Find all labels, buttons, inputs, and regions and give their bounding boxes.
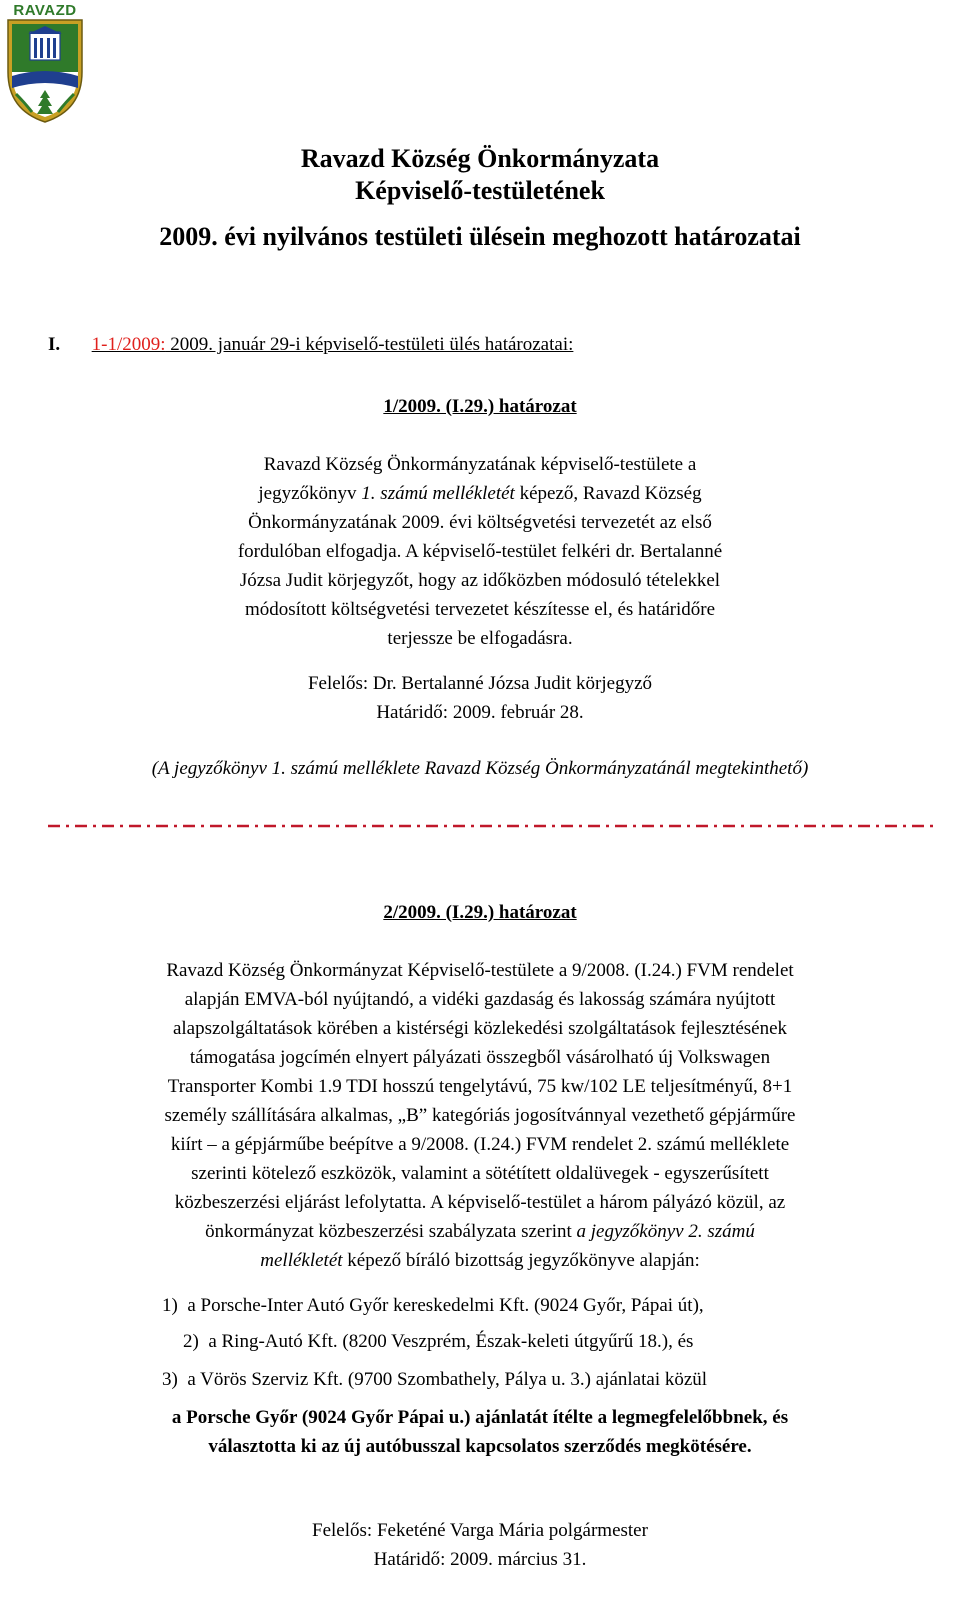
resolution-1-line-4: fordulóban elfogadja. A képviselő-testület felkéri dr. Bertalanné [237,541,723,562]
bidder-item-2-text: a Ring-Autó Kft. (8200 Veszprém, Észak-keleti útgyűrű 18.), és [208,1331,694,1352]
resolution-2-line-4: támogatása jogcímén elnyert pályázati összegből vásárolható új Volkswagen [189,1047,771,1068]
resolution-2-line-10: önkormányzat közbeszerzési szabályzata szerint a jegyzőkönyv 2. számú [205,1221,755,1242]
bidder-item-1 [162,1291,704,1320]
resolution-1-responsible: Felelős: Dr. Bertalanné Józsa Judit körjegyző [307,673,653,694]
resolution-1-line-2: jegyzőkönyv 1. számú mellékletét képező, Ravazd Község [258,483,702,504]
section-code: 1-1/2009: [91,334,166,355]
resolution-2-line-5: Transporter Kombi 1.9 TDI hosszú tengelytávú, 75 kw/102 LE teljesítményű, 8+1 [167,1076,793,1097]
resolution-2-deadline: Határidő: 2009. március 31. [373,1549,587,1570]
annex-2-ref: a jegyzőkönyv 2. számú [576,1221,755,1242]
resolution-1-title: 1/2009. (I.29.) határozat [383,396,577,417]
bidder-item-1-number: 1) [162,1295,178,1316]
resolution-2-responsible: Felelős: Feketéné Varga Mária polgármester [312,1520,648,1541]
resolution-2-line-3: alapszolgáltatások körében a kistérségi közlekedési szolgáltatások fejlesztésének [172,1018,788,1039]
bidder-item-3-number: 3) [162,1369,178,1390]
section-heading [48,334,573,356]
resolution-1-line-6: módosított költségvetési tervezetet készítesse el, és határidőre [244,599,716,620]
header-title: 2009. évi nyilvános testületi ülésein meghozott határozatai [159,222,801,251]
decision-line-2: választotta ki az új autóbusszal kapcsolatos szerződés megkötésére. [208,1436,752,1457]
resolution-2-line-6: személy szállítására alkalmas, „B” kategóriás jogosítvánnyal vezethető gépjárműre [164,1105,796,1126]
dash-dot-divider [48,822,938,830]
bidder-item-1-text: a Porsche-Inter Autó Győr kereskedelmi Kft. (9024 Győr, Pápai út), [187,1295,704,1316]
resolution-1-annex-note: (A jegyzőkönyv 1. számú melléklete Ravazd Község Önkormányzatánál megtekinthető) [151,758,809,779]
ravazd-coat-of-arms-logo [4,2,86,124]
resolution-1-line-1: Ravazd Község Önkormányzatának képviselő-testülete a [263,454,697,475]
resolution-1-line-7: terjessze be elfogadásra. [387,628,573,649]
section-link[interactable] [92,334,574,355]
resolution-2-line-11: mellékletét képező bíráló bizottság jegyzőkönyve alapján: [260,1250,700,1271]
bidder-item-2 [183,1327,693,1356]
header-municipality: Ravazd Község Önkormányzata [300,144,660,173]
bidder-item-3 [162,1365,707,1394]
resolution-2-title: 2/2009. (I.29.) határozat [383,902,577,923]
resolution-1-line-5: Józsa Judit körjegyzőt, hogy az időközben módosuló tételekkel [239,570,721,591]
resolution-2-line-2: alapján EMVA-ból nyújtandó, a vidéki gazdaság és lakosság számára nyújtott [184,989,776,1010]
resolution-2-line-7: kiírt – a gépjárműbe beépítve a 9/2008. (I.24.) FVM rendelet 2. számú melléklete [170,1134,790,1155]
bidder-item-3-text: a Vörös Szerviz Kft. (9700 Szombathely, Pálya u. 3.) ajánlatai közül [187,1369,708,1390]
resolution-2-line-8: szerinti kötelező eszközök, valamint a sötétített oldalüvegek - egyszerűsített [191,1163,769,1184]
section-title: 2009. január 29-i képviselő-testületi ülés határozatai: [165,334,574,355]
resolution-1-line-3: Önkormányzatának 2009. évi költségvetési tervezetét az első [248,512,712,533]
header-council: Képviselő-testületének [355,176,605,205]
decision-line-1: a Porsche Győr (9024 Győr Pápai u.) ajánlatát ítélte a legmegfelelőbbnek, és [171,1407,789,1428]
resolution-2-line-9: közbeszerzési eljárást lefolytatta. A képviselő-testület a három pályázó közül, az [174,1192,786,1213]
resolution-2-line-1: Ravazd Község Önkormányzat Képviselő-testülete a 9/2008. (I.24.) FVM rendelet [166,960,794,981]
logo-text: RAVAZD [13,2,77,19]
resolution-1-deadline: Határidő: 2009. február 28. [376,702,584,723]
section-roman: I. [48,334,61,355]
annex-1-ref: 1. számú mellékletét [361,483,515,504]
bidder-item-2-number: 2) [183,1331,199,1352]
